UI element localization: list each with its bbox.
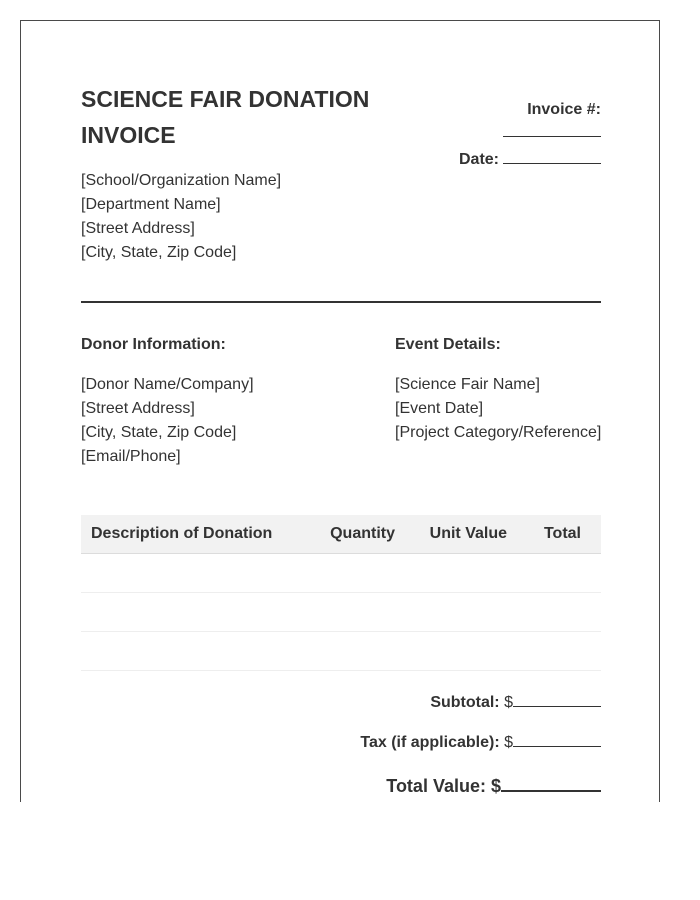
table-row[interactable] [81,593,601,632]
subtotal-label: Subtotal: [430,694,500,711]
event-heading: Event Details: [395,336,501,353]
invoice-number-row [401,98,601,122]
event-name: [Science Fair Name] [395,376,540,393]
column-header-unit-value: Unit Value [429,525,507,542]
date-field[interactable] [503,149,601,164]
organization-name: [School/Organization Name] [81,172,282,189]
table-row[interactable] [81,554,601,593]
donor-information [81,333,254,469]
column-header-description: Description of Donation [91,525,273,542]
event-details [395,333,601,445]
invoice-number-row-blank [401,122,601,142]
event-date: [Event Date] [395,400,484,417]
date-row [401,148,601,172]
header-divider [81,301,601,303]
invoice-number-field[interactable] [503,122,601,137]
tax-field[interactable] [513,732,601,747]
department-name: [Department Name] [81,196,221,213]
tax-label: Tax (if applicable): [360,734,500,751]
column-header-total: Total [543,525,581,542]
table-row[interactable] [81,632,601,671]
donor-city: [City, State, Zip Code] [81,424,237,441]
column-header-quantity: Quantity [330,525,395,542]
event-category: [Project Category/Reference] [395,424,602,441]
tax-row [360,731,601,755]
subtotal-field[interactable] [513,692,601,707]
donor-heading: Donor Information: [81,336,226,353]
donor-street: [Street Address] [81,400,195,417]
total-value-currency: $ [490,776,501,796]
event-lines [395,373,601,445]
tax-currency: $ [504,734,513,751]
invoice-meta [401,98,601,172]
subtotal-row [430,691,601,715]
organization-city: [City, State, Zip Code] [81,244,237,261]
donor-lines [81,373,254,469]
donation-table-header [81,515,601,554]
total-value-field[interactable] [501,774,601,792]
organization-address [81,169,281,265]
donor-contact: [Email/Phone] [81,448,181,465]
invoice-title: SCIENCE FAIR DONATION INVOICE [81,86,370,148]
donor-name: [Donor Name/Company] [81,376,254,393]
date-label: Date: [458,151,499,168]
total-value-row [386,773,601,799]
invoice-page [20,20,660,802]
total-value-label: Total Value: [386,776,486,796]
donation-table [81,515,601,671]
invoice-number-label: Invoice #: [527,101,601,118]
subtotal-currency: $ [504,694,513,711]
organization-street: [Street Address] [81,220,195,237]
